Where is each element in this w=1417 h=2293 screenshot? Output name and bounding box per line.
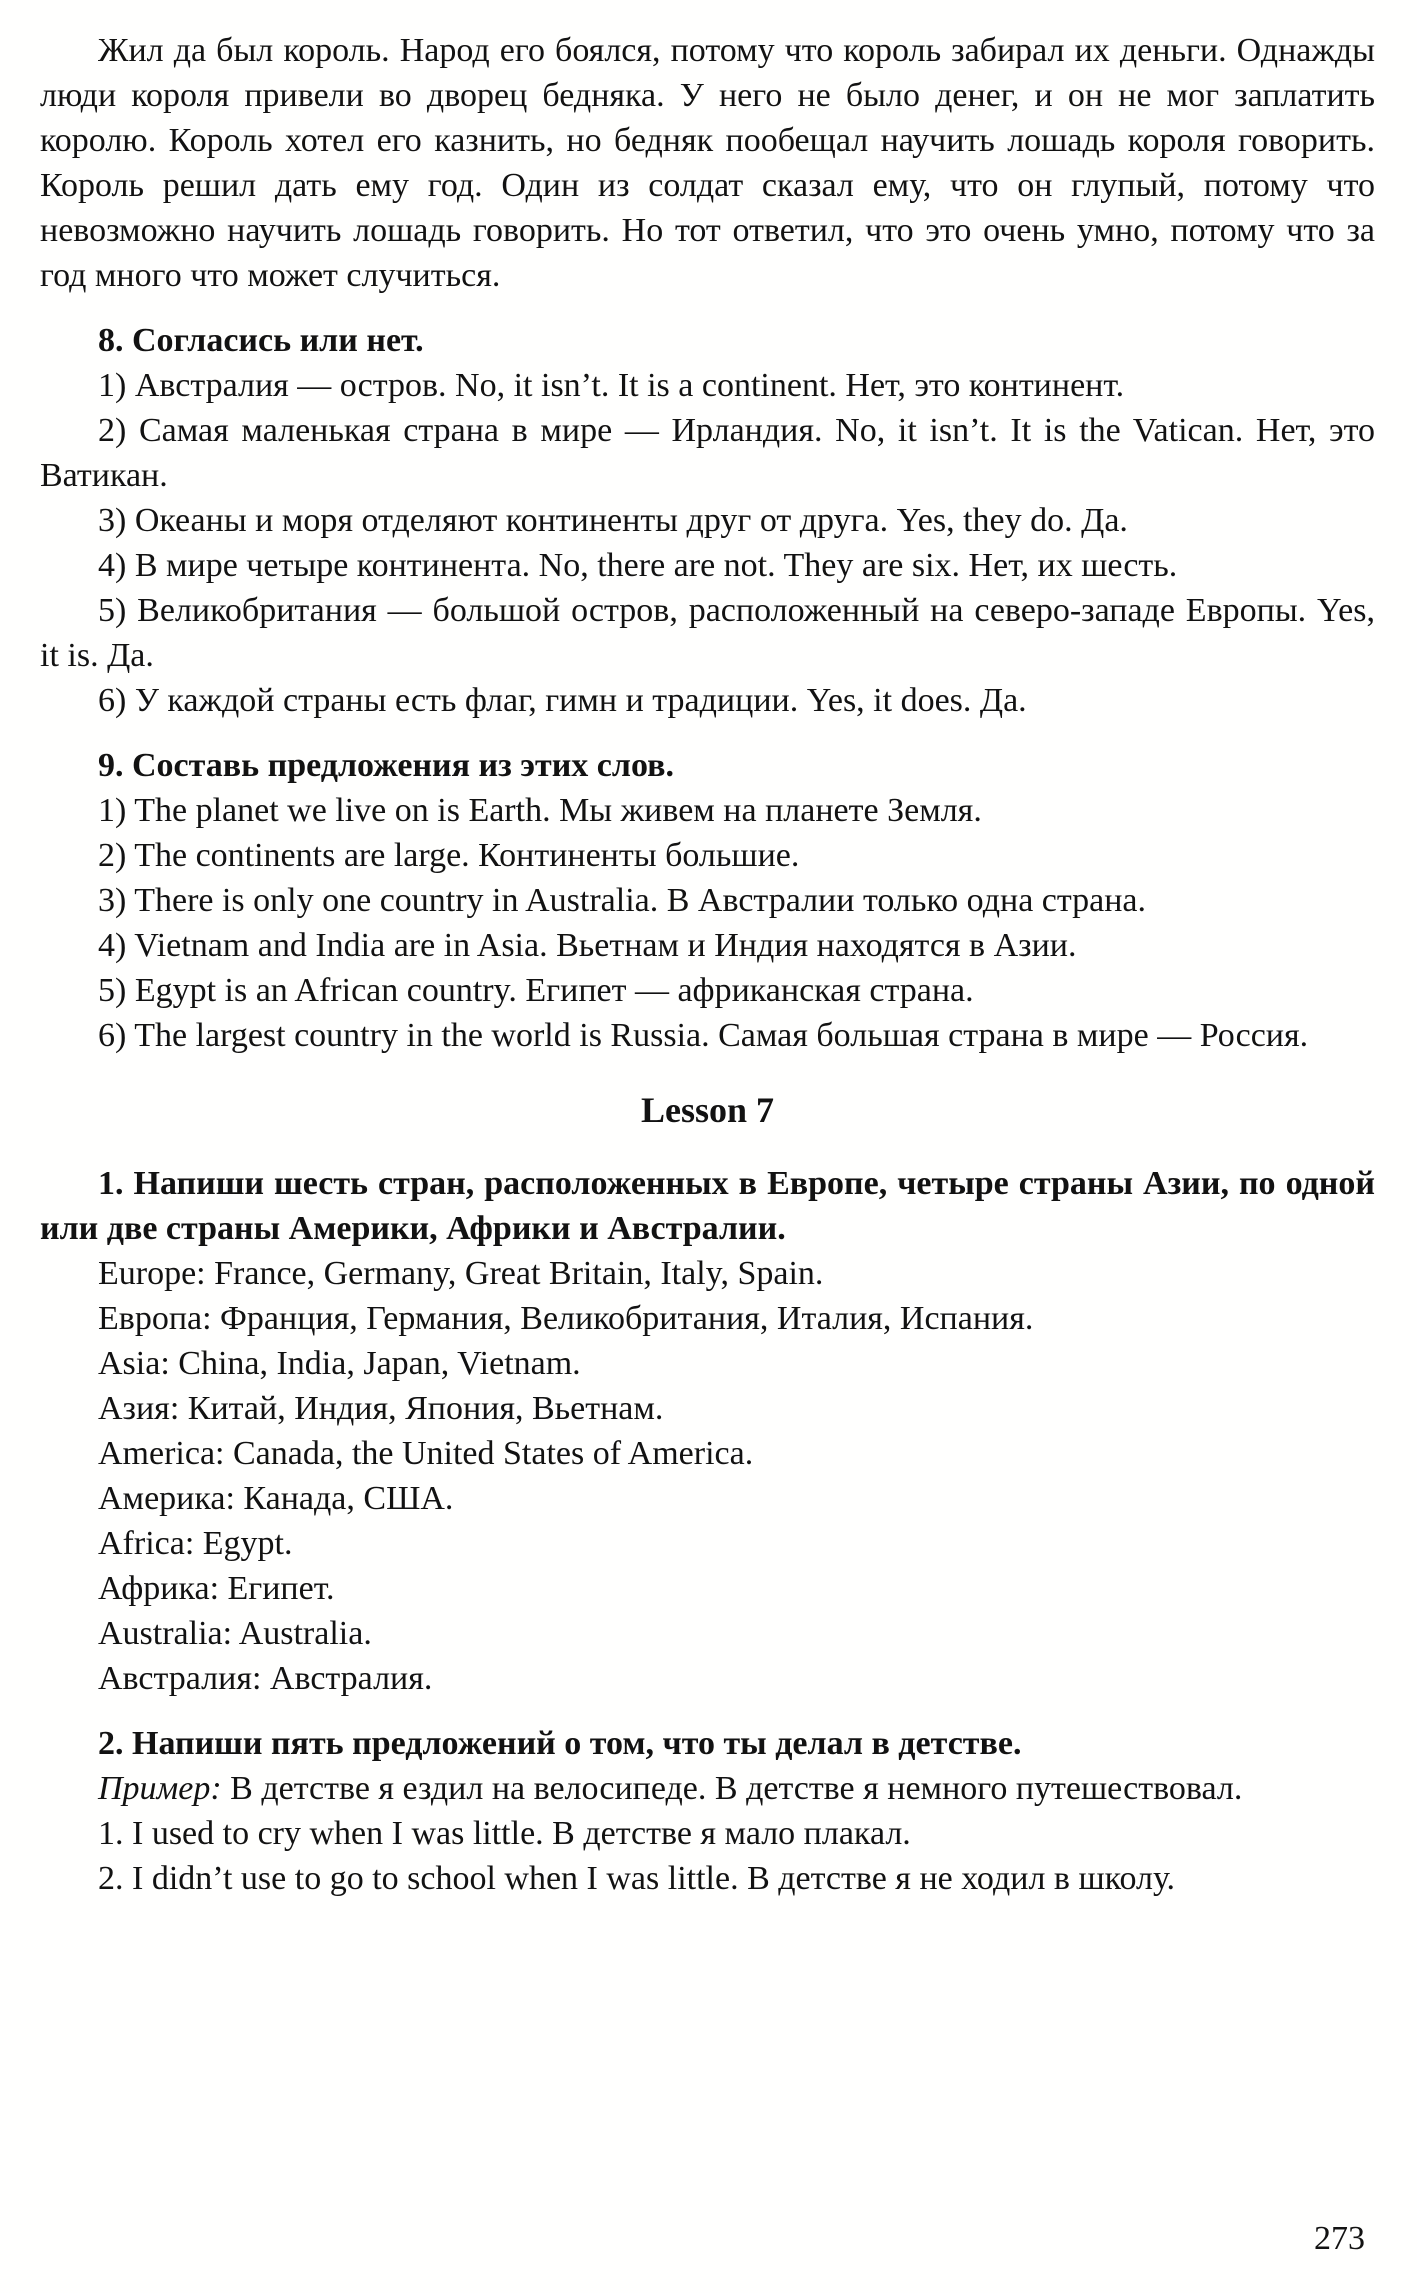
exercise9-answer: 4) Vietnam and India are in Asia. Вьетнам и Индия находятся в Азии. [98, 927, 1077, 964]
exercise9-answer: 2) The continents are large. Континенты большие. [98, 837, 800, 874]
exercise8-heading: 8. Согласись или нет. [98, 322, 424, 359]
exercise8-answer: 6) У каждой страны есть флаг, гимн и традиции. Yes, it does. Да. [98, 682, 1027, 719]
lesson7-task2-example [40, 1766, 1375, 1811]
lesson7-task1-answer: Америка: Канада, США. [98, 1480, 454, 1517]
page-number: 273 [1314, 2220, 1365, 2257]
exercise8-answer: 4) В мире четыре континента. No, there are not. They are six. Нет, их шесть. [98, 547, 1178, 584]
example-label: Пример: [98, 1770, 222, 1807]
lesson7-task1-answer: Азия: Китай, Индия, Япония, Вьетнам. [98, 1390, 664, 1427]
example-text: В детстве я ездил на велосипеде. В детстве я немного путешествовал. [230, 1770, 1243, 1807]
lesson7-task1-answer: Europe: France, Germany, Great Britain, Italy, Spain. [98, 1255, 824, 1292]
lesson7-task2-answer: 2. I didn’t use to go to school when I was little. В детстве я не ходил в школу. [98, 1860, 1176, 1897]
lesson7-task2-heading: 2. Напиши пять предложений о том, что ты делал в детстве. [98, 1725, 1022, 1762]
exercise9-answer: 3) There is only one country in Australia. В Австралии только одна страна. [98, 882, 1147, 919]
lesson7-task1-answer: Европа: Франция, Германия, Великобритания, Италия, Испания. [98, 1300, 1034, 1337]
lesson7-task1-answer: Asia: China, India, Japan, Vietnam. [98, 1345, 581, 1382]
exercise8-answer: 3) Океаны и моря отделяют континенты друг от друга. Yes, they do. Да. [98, 502, 1128, 539]
lesson7-task2-answer: 1. I used to cry when I was little. В детстве я мало плакал. [98, 1815, 911, 1852]
lesson7-task1-heading: 1. Напиши шесть стран, расположенных в Европе, четыре страны Азии, по одной или две страны Америки, Африки и Австралии. [40, 1165, 1375, 1247]
exercise9-answer: 1) The planet we live on is Earth. Мы живем на планете Земля. [98, 792, 982, 829]
lesson7-task1-answer: Africa: Egypt. [98, 1525, 293, 1562]
exercise9-heading: 9. Составь предложения из этих слов. [98, 747, 674, 784]
lesson7-task1-answer: America: Canada, the United States of America. [98, 1435, 754, 1472]
exercise8-answer: 1) Австралия — остров. No, it isn’t. It is a continent. Нет, это континент. [98, 367, 1125, 404]
lesson7-task1-answer: Африка: Египет. [98, 1570, 335, 1607]
lesson7-task1-answer: Австралия: Австралия. [98, 1660, 433, 1697]
exercise9-answer: 5) Egypt is an African country. Египет — африканская страна. [98, 972, 974, 1009]
exercise8-answer: 5) Великобритания — большой остров, расположенный на северо-западе Европы. Yes, it is. Да. [40, 592, 1375, 674]
exercise8-answer: 2) Самая маленькая страна в мире — Ирландия. No, it isn’t. It is the Vatican. Нет, это Ватикан. [40, 412, 1375, 494]
exercise9-answer: 6) The largest country in the world is Russia. Самая большая страна в мире — Россия. [98, 1017, 1309, 1054]
lesson-title: Lesson 7 [640, 1090, 775, 1130]
lesson7-task1-answer: Australia: Australia. [98, 1615, 372, 1652]
story-paragraph: Жил да был король. Народ его боялся, потому что король забирал их деньги. Однажды люди короля привели во дворец бедняка. У него не было денег, и он не мог заплатить королю. Король хотел его казнить, но бедняк пообещал научить лошадь короля говорить. Король решил дать ему год. Один из солдат сказал ему, что он глупый, потому что невозможно научить лошадь говорить. Но тот ответил, что это очень умно, потому что за год много что может случиться. [40, 32, 1375, 294]
